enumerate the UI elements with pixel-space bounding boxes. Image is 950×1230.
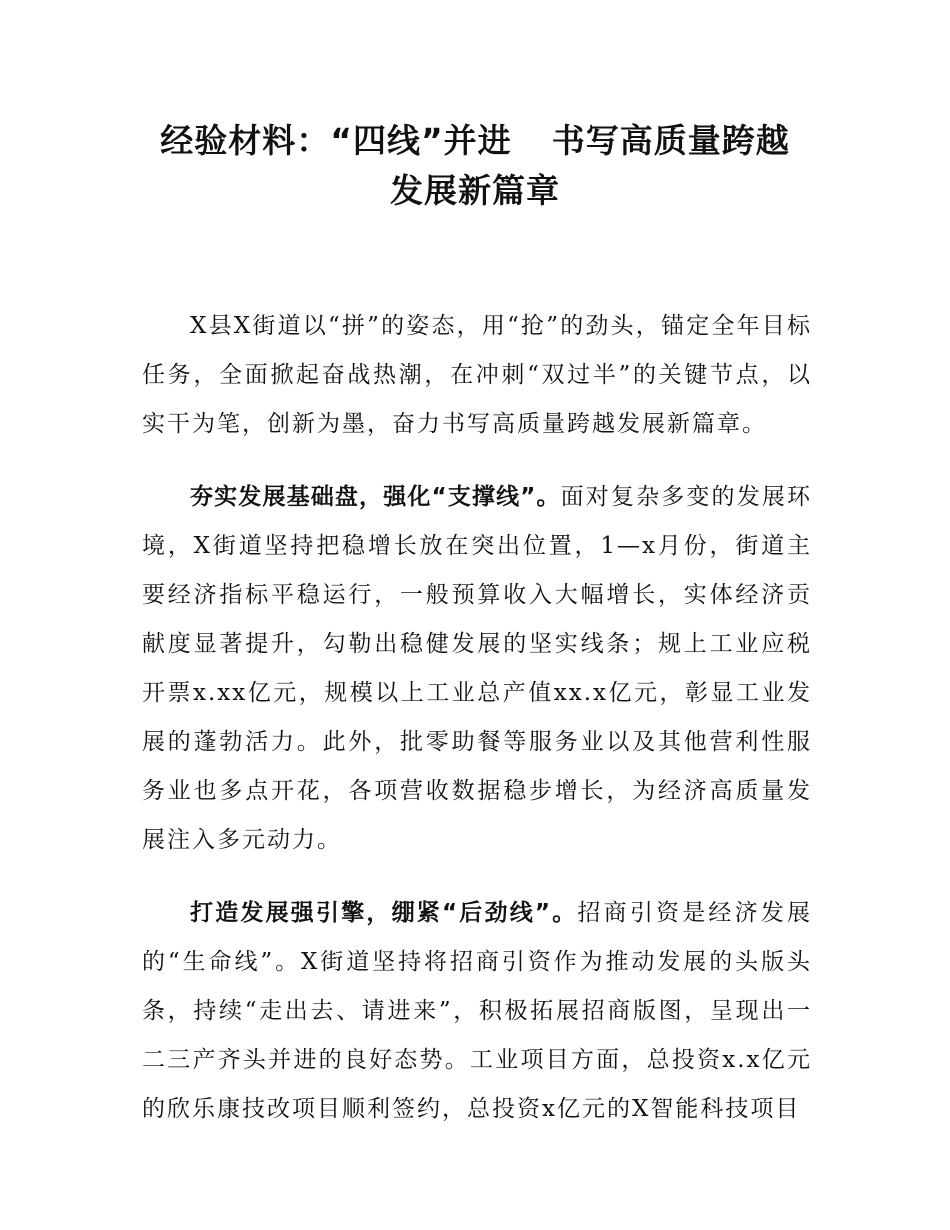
paragraph-lead: 打造发展强引擎，绷紧“后劲线”。 <box>190 900 578 926</box>
paragraph-momentum-line <box>142 889 812 1134</box>
paragraph-lead: 夯实发展基础盘，强化“支撑线”。 <box>190 484 561 510</box>
paragraph-support-line <box>142 473 812 865</box>
title-line-1 <box>120 116 830 166</box>
paragraph-text: 招商引资是经济发展的“生命线”。X街道坚持将招商引资作为推动发展的头版头条，持续“走出去、请进来”，积极拓展招商版图，呈现出一二三产齐头并进的良好态势。工业项目方面，总投资x.x亿元的欣乐康技改项目顺利签约，总投资x亿元的X智能科技项目 <box>142 900 813 1122</box>
title-line-2: 发展新篇章 <box>390 171 560 210</box>
title-line-1-part-a: 经验材料：“四线”并进 <box>160 121 512 160</box>
paragraph-text: 面对复杂多变的发展环境，X街道坚持把稳增长放在突出位置，1—x月份，街道主要经济指标平稳运行，一般预算收入大幅增长，实体经济贡献度显著提升，勾勒出稳健发展的坚实线条；规上工业应税开票x.xx亿元，规模以上工业总产值xx.x亿元，彰显工业发展的蓬勃活力。此外，批零助餐等服务业以及其他营利性服务业也多点开花，各项营收数据稳步增长，为经济高质量发展注入多元动力。 <box>142 484 813 853</box>
document-title <box>120 116 830 216</box>
title-line-1-part-b: 书写高质量跨越 <box>551 121 790 160</box>
paragraph-intro <box>142 302 812 449</box>
document-body <box>142 302 812 1158</box>
paragraph-text: X县X街道以“拼”的姿态，用“抢”的劲头，锚定全年目标任务，全面掀起奋战热潮，在冲刺“双过半”的关键节点，以实干为笔，创新为墨，奋力书写高质量跨越发展新篇章。 <box>142 313 812 437</box>
